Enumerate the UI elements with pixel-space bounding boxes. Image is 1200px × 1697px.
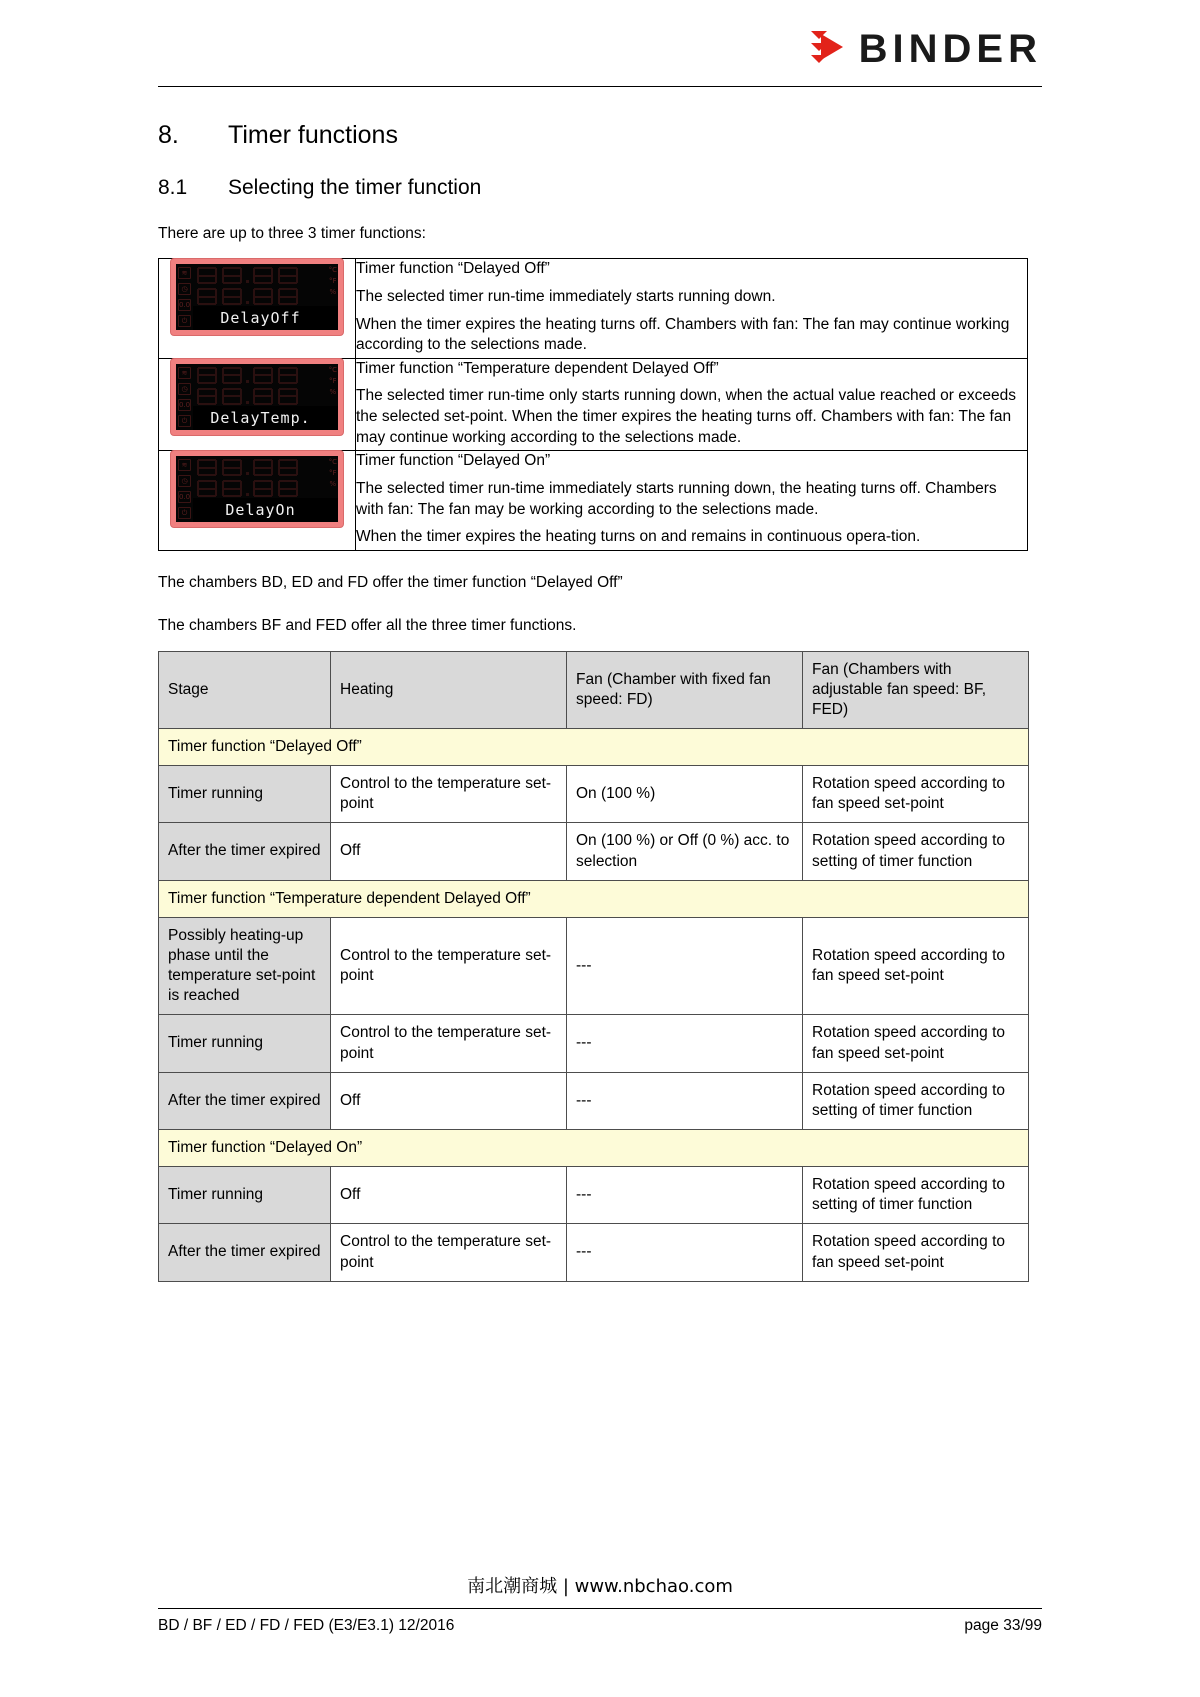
stage-label: After the timer expired <box>159 1224 331 1281</box>
power-icon: ⏻ <box>178 315 191 327</box>
display-segment-row-lower <box>193 285 338 306</box>
footer-watermark: 南北潮商城 | www.nbchao.com <box>467 1576 733 1597</box>
note-paragraph-2: The chambers BF and FED offer all the three timer functions. <box>158 616 577 634</box>
fan-fixed-value: On (100 %) or Off (0 %) acc. to selection <box>567 823 803 880</box>
stage-label: Timer running <box>159 1015 331 1072</box>
display-cell-delay-temp <box>159 358 356 450</box>
fan-fixed-value: --- <box>567 917 803 1015</box>
table-row <box>159 917 1029 1015</box>
heater-icon: ≋ <box>178 267 191 279</box>
description-cell-delay-on <box>356 451 1028 550</box>
header-divider <box>158 86 1042 87</box>
section-title: Timer functions <box>228 121 398 149</box>
unit-fahrenheit: °F <box>329 469 337 478</box>
heating-value: Off <box>331 823 567 880</box>
timer-function-table <box>158 258 1028 550</box>
group-label-temp-dependent-delayed-off: Timer function “Temperature dependent Delayed Off” <box>159 880 1029 917</box>
display-status-icons <box>176 264 193 330</box>
description-cell-delay-off <box>356 259 1028 358</box>
display-status-icons <box>176 364 193 430</box>
display-unit-indicators <box>329 366 337 396</box>
unit-fahrenheit: °F <box>329 277 337 286</box>
heating-value: Control to the temperature set-point <box>331 766 567 823</box>
fan-fixed-value: --- <box>567 1072 803 1129</box>
fan-fixed-value: --- <box>567 1167 803 1224</box>
group-header-row <box>159 1129 1029 1166</box>
unit-celsius: °C <box>328 458 337 467</box>
clock-icon: ◷ <box>178 383 191 395</box>
page-content <box>158 112 1028 1282</box>
numeric-icon: 0.0 <box>179 493 191 502</box>
note-paragraph-1: The chambers BD, ED and FD offer the timer function “Delayed Off” <box>158 573 623 591</box>
fan-adjustable-value: Rotation speed according to setting of timer function <box>803 1072 1029 1129</box>
unit-percent: % <box>329 480 337 489</box>
table-header-row <box>159 651 1029 728</box>
display-mode-text: DelayOff <box>193 306 338 330</box>
heating-value: Control to the temperature set-point <box>331 917 567 1015</box>
heater-icon: ≋ <box>178 459 191 471</box>
stage-label: Possibly heating-up phase until the temperature set-point is reached <box>159 917 331 1015</box>
column-header-heating: Heating <box>331 651 567 728</box>
display-segment-row-upper <box>193 264 338 285</box>
function-heading: Timer function “Delayed Off” <box>356 260 550 278</box>
group-header-row <box>159 729 1029 766</box>
fan-adjustable-value: Rotation speed according to fan speed set-point <box>803 766 1029 823</box>
unit-percent: % <box>329 387 337 396</box>
heating-value: Control to the temperature set-point <box>331 1015 567 1072</box>
controller-display-delay-off <box>171 259 343 335</box>
unit-fahrenheit: °F <box>329 376 337 385</box>
display-status-icons <box>176 456 193 522</box>
display-segment-row-lower <box>193 477 338 498</box>
binder-logo <box>807 28 1042 70</box>
fan-adjustable-value: Rotation speed according to setting of timer function <box>803 823 1029 880</box>
subsection-number: 8.1 <box>158 176 188 200</box>
binder-logo-text: BINDER <box>858 27 1042 71</box>
fan-fixed-value: --- <box>567 1015 803 1072</box>
function-heading: Timer function “Delayed On” <box>356 452 551 470</box>
section-heading <box>158 112 1028 151</box>
footer-document-code: BD / BF / ED / FD / FED (E3/E3.1) 12/2016 <box>158 1617 455 1634</box>
fan-fixed-value: On (100 %) <box>567 766 803 823</box>
display-segment-row-lower <box>193 385 338 406</box>
display-cell-delay-off <box>159 259 356 358</box>
heater-icon: ≋ <box>178 367 191 379</box>
controller-display-delay-on <box>171 451 343 527</box>
table-row <box>159 1015 1029 1072</box>
fan-adjustable-value: Rotation speed according to fan speed set-point <box>803 1224 1029 1281</box>
function-line: When the timer expires the heating turns off. Chambers with fan: The fan may continue working according to the selections made. <box>356 315 1010 354</box>
section-number: 8. <box>158 121 179 149</box>
stage-label: Timer running <box>159 1167 331 1224</box>
unit-percent: % <box>329 288 337 297</box>
stage-matrix-table <box>158 651 1029 1282</box>
column-header-stage: Stage <box>159 651 331 728</box>
function-line: The selected timer run-time only starts running down, when the actual value reached or exceeds the selected set-point. When the timer expires the heating turns off. Chambers with fan: The fan may continue working according to the selections made. <box>356 387 1016 446</box>
table-row <box>159 259 1028 358</box>
controller-display-delay-temp <box>171 359 343 435</box>
display-unit-indicators <box>329 266 337 296</box>
unit-celsius: °C <box>328 365 337 374</box>
display-unit-indicators <box>329 458 337 488</box>
numeric-icon: 0.0 <box>179 400 191 409</box>
table-row <box>159 451 1028 550</box>
column-header-fan-fixed: Fan (Chamber with fixed fan speed: FD) <box>567 651 803 728</box>
display-mode-text: DelayOn <box>193 498 338 522</box>
table-row <box>159 1167 1029 1224</box>
function-line: The selected timer run-time immediately starts running down, the heating turns off. Chambers with fan: The fan may be working according to the selections made. <box>356 479 997 518</box>
binder-triangle-logo-icon <box>807 28 849 70</box>
function-line: The selected timer run-time immediately starts running down. <box>356 288 776 306</box>
fan-adjustable-value: Rotation speed according to fan speed set-point <box>803 917 1029 1015</box>
group-label-delayed-on: Timer function “Delayed On” <box>159 1129 1029 1166</box>
description-cell-delay-temp <box>356 358 1028 450</box>
stage-label: Timer running <box>159 766 331 823</box>
footer-page-number: page 33/99 <box>964 1617 1042 1634</box>
clock-icon: ◷ <box>178 475 191 487</box>
group-header-row <box>159 880 1029 917</box>
fan-fixed-value: --- <box>567 1224 803 1281</box>
display-segment-row-upper <box>193 364 338 385</box>
display-mode-text: DelayTemp. <box>193 406 338 430</box>
stage-label: After the timer expired <box>159 1072 331 1129</box>
table-row <box>159 1072 1029 1129</box>
heating-value: Off <box>331 1072 567 1129</box>
page-footer <box>158 1572 1042 1635</box>
unit-celsius: °C <box>328 266 337 275</box>
fan-adjustable-value: Rotation speed according to setting of timer function <box>803 1167 1029 1224</box>
subsection-title: Selecting the timer function <box>228 176 482 200</box>
table-row <box>159 823 1029 880</box>
heating-value: Off <box>331 1167 567 1224</box>
stage-label: After the timer expired <box>159 823 331 880</box>
subsection-heading <box>158 175 1028 201</box>
column-header-fan-adjustable: Fan (Chambers with adjustable fan speed: BF, FED) <box>803 651 1029 728</box>
heating-value: Control to the temperature set-point <box>331 1224 567 1281</box>
table-row <box>159 358 1028 450</box>
intro-paragraph: There are up to three 3 timer functions: <box>158 224 426 242</box>
clock-icon: ◷ <box>178 283 191 295</box>
table-row <box>159 1224 1029 1281</box>
power-icon: ⏻ <box>178 415 191 427</box>
page-header <box>0 0 1200 86</box>
table-row <box>159 766 1029 823</box>
display-cell-delay-on <box>159 451 356 550</box>
function-heading: Timer function “Temperature dependent Delayed Off” <box>356 359 719 377</box>
power-icon: ⏻ <box>178 507 191 519</box>
display-segment-row-upper <box>193 456 338 477</box>
function-line: When the timer expires the heating turns on and remains in continuous opera-tion. <box>356 528 921 546</box>
fan-adjustable-value: Rotation speed according to fan speed set-point <box>803 1015 1029 1072</box>
numeric-icon: 0.0 <box>179 301 191 310</box>
group-label-delayed-off: Timer function “Delayed Off” <box>159 729 1029 766</box>
